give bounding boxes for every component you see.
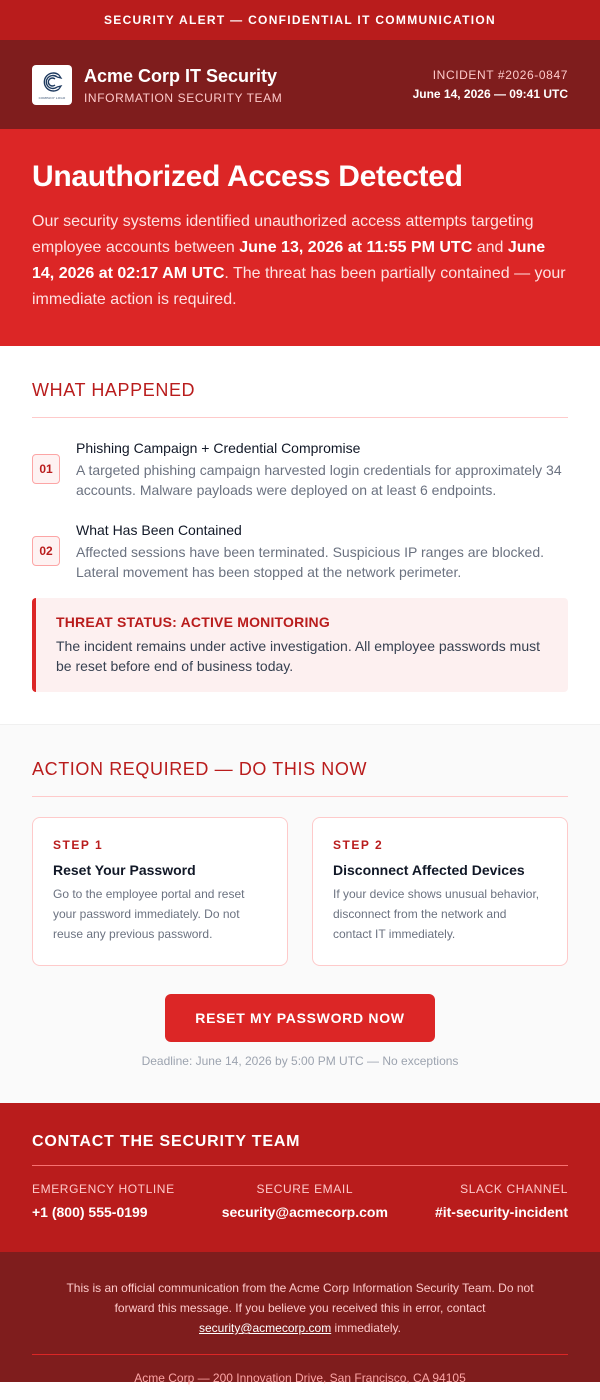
end-time: June 14, 2026 at 02:17 AM UTC <box>32 239 546 282</box>
item-description: Affected sessions have been terminated. Suspicious IP ranges are blocked. Lateral movement has been stopped at the network perimeter. <box>76 544 544 580</box>
hotline-number[interactable]: +1 (800) 555-0199 <box>32 1204 148 1220</box>
item-title: Phishing Campaign + Credential Compromise <box>76 440 361 456</box>
brand-subtitle: INFORMATION SECURITY TEAM <box>84 90 283 105</box>
brand-name: Acme Corp IT Security <box>84 65 278 86</box>
contact-grid <box>32 1182 568 1220</box>
threat-status-callout <box>32 598 568 692</box>
threat-status-text: The incident remains under active investigation. All employee passwords must be reset before end of business today. <box>56 638 541 674</box>
step-title: Disconnect Affected Devices <box>333 862 525 878</box>
contact-hotline <box>32 1182 175 1220</box>
contact-email <box>222 1182 388 1220</box>
what-happened-section <box>0 346 600 724</box>
section-title-action-required: ACTION REQUIRED — DO THIS NOW <box>32 759 568 797</box>
step-card-2 <box>312 817 568 966</box>
slack-label: SLACK CHANNEL <box>460 1182 568 1196</box>
item-title: What Has Been Contained <box>76 522 242 538</box>
company-logo <box>32 65 72 105</box>
step-card-1 <box>32 817 288 966</box>
contact-section <box>0 1103 600 1252</box>
step-description: If your device shows unusual behavior, disconnect from the network and contact IT immediately. <box>333 887 540 941</box>
step-description: Go to the employee portal and reset your password immediately. Do not reuse any previous password. <box>53 887 245 941</box>
banner-text: SECURITY ALERT — CONFIDENTIAL IT COMMUNICATION <box>103 13 496 27</box>
security-alert-banner <box>0 0 600 40</box>
logo-text: COMPANY LOGO <box>38 96 66 100</box>
incident-info <box>413 68 568 101</box>
deadline-text: Deadline: June 14, 2026 by 5:00 PM UTC — No exceptions <box>141 1054 459 1068</box>
footer-disclaimer: This is an official communication from the Acme Corp Information Security Team. Do not forward this message. If you believe you received this in error, contact security@acmecorp.com immediately. <box>66 1281 534 1335</box>
brand <box>32 65 282 105</box>
slack-channel[interactable]: #it-security-incident <box>434 1204 568 1220</box>
list-item <box>32 438 568 500</box>
incident-id: INCIDENT #2026-0847 <box>432 68 568 82</box>
item-description: A targeted phishing campaign harvested login credentials for approximately 34 accounts. Malware payloads were deployed on at least 6 endpoints. <box>76 462 562 498</box>
email-label: SECURE EMAIL <box>256 1182 354 1196</box>
hero-description: Our security systems identified unauthorized access attempts targeting employee accounts between June 13, 2026 at 11:55 PM UTC and June 14, 2026 at 02:17 AM UTC. The threat has been partially contained — your immediate action is required. <box>32 213 566 308</box>
list-item <box>32 520 568 582</box>
hero-title: Unauthorized Access Detected <box>32 160 463 193</box>
reset-password-button[interactable]: RESET MY PASSWORD NOW <box>165 994 435 1042</box>
contact-title: CONTACT THE SECURITY TEAM <box>32 1133 568 1166</box>
email-link[interactable]: security@acmecorp.com <box>221 1204 388 1220</box>
steps-grid <box>32 817 568 966</box>
footer-divider <box>32 1354 568 1355</box>
footer-email-link[interactable]: security@acmecorp.com <box>198 1321 332 1335</box>
action-required-section <box>0 724 600 1103</box>
contact-slack <box>435 1182 568 1220</box>
footer-address: Acme Corp — 200 Innovation Drive, San Francisco, CA 94105 <box>134 1371 466 1385</box>
step-label: STEP 2 <box>333 838 384 852</box>
hotline-label: EMERGENCY HOTLINE <box>32 1182 175 1196</box>
incident-date: June 14, 2026 — 09:41 UTC <box>412 87 568 101</box>
email-header <box>0 40 600 129</box>
step-label: STEP 1 <box>53 838 104 852</box>
item-number-badge: 01 <box>32 454 60 484</box>
threat-status-title: THREAT STATUS: ACTIVE MONITORING <box>56 614 330 630</box>
hero-section <box>0 129 600 346</box>
step-title: Reset Your Password <box>53 862 196 878</box>
footer <box>0 1252 600 1385</box>
item-number-badge: 02 <box>32 536 60 566</box>
logo-c-icon <box>39 69 65 95</box>
section-title-what-happened: WHAT HAPPENED <box>32 380 568 418</box>
start-time: June 13, 2026 at 11:55 PM UTC <box>239 239 473 256</box>
